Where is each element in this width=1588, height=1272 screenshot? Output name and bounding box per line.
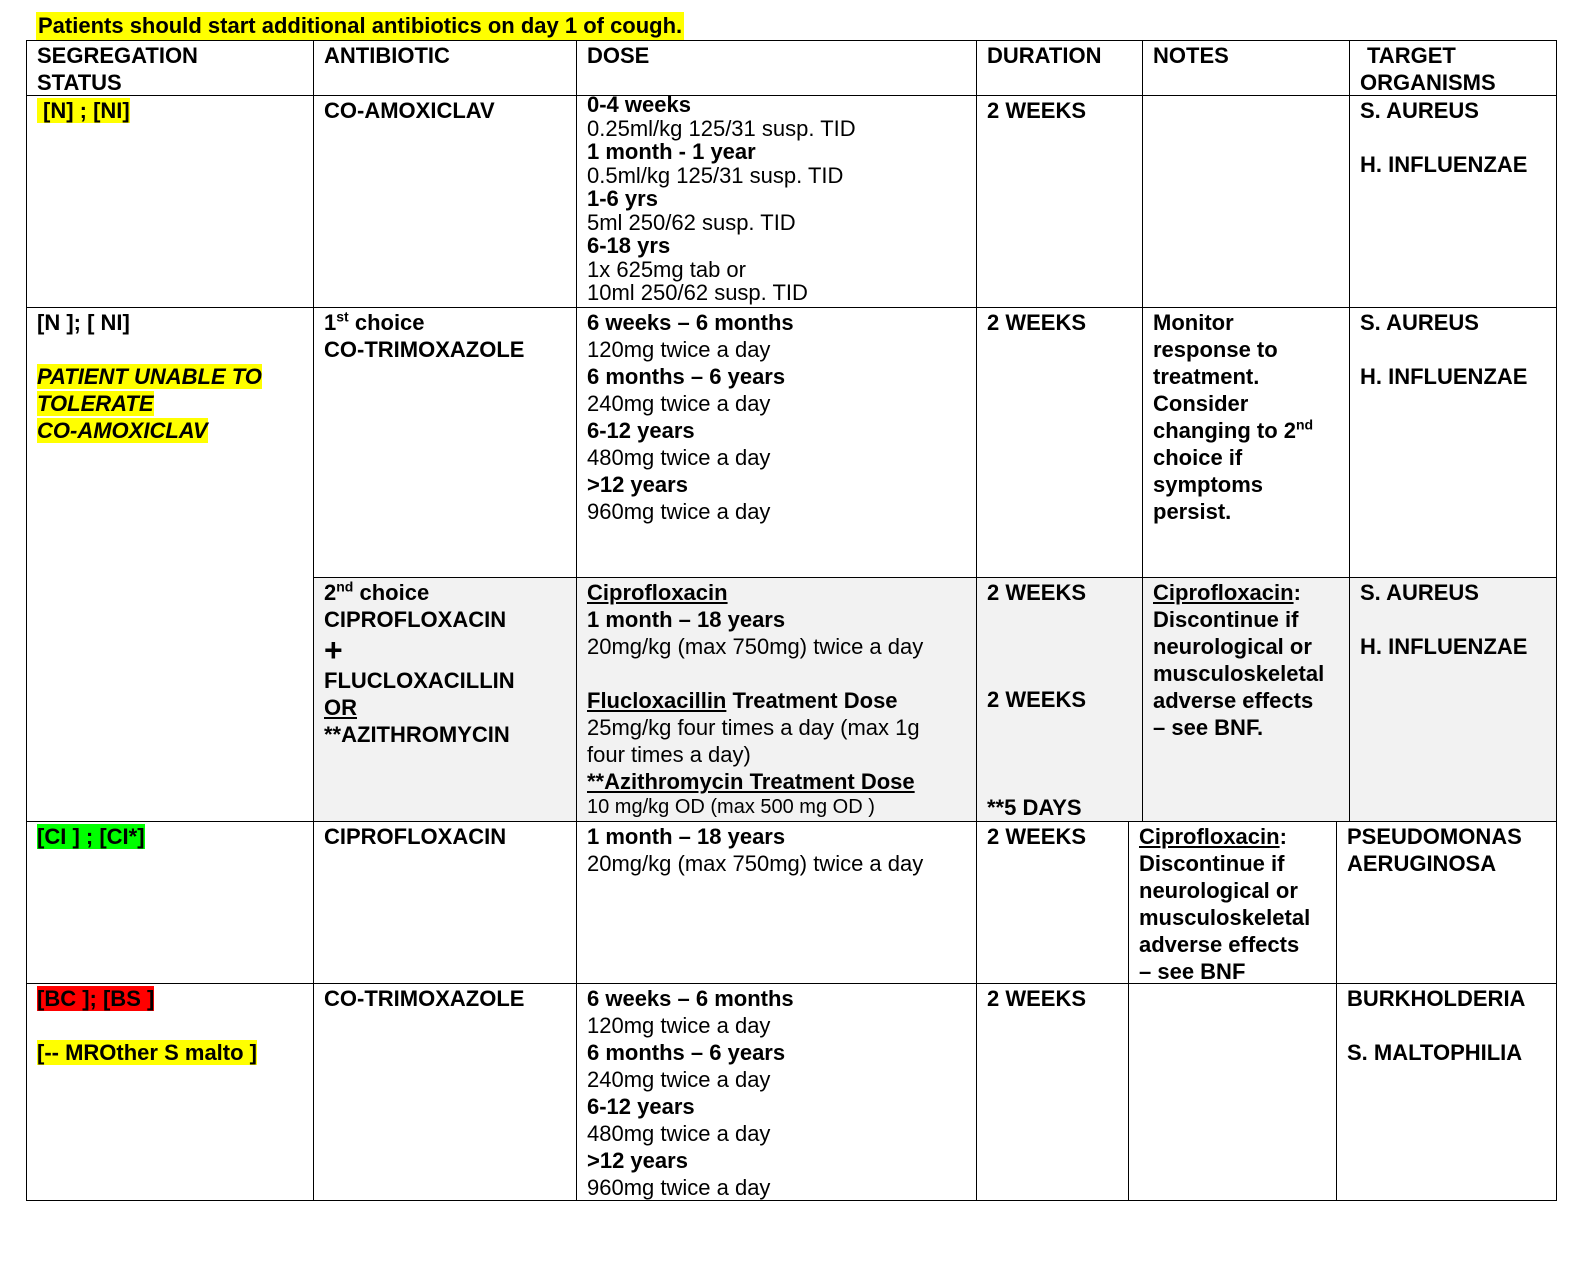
row3-duration: 2 WEEKS [987, 824, 1087, 849]
row2-first-choice-notes: Monitor response to treatment. Consider changing to 2nd choice if symptoms persist. [1153, 310, 1314, 524]
row2-divider [26, 821, 1557, 822]
row3-antibiotic: CIPROFLOXACIN [324, 824, 507, 849]
header-duration: DURATION [987, 43, 1102, 68]
table-border-left [26, 40, 27, 1201]
col-divider-2 [576, 40, 577, 1201]
row2-first-choice-targets: S. AUREUS H. INFLUENZAE [1360, 310, 1528, 389]
row2-first-choice-antibiotic: 1st choice CO-TRIMOXAZOLE [324, 308, 525, 362]
row1-status: [N] ; [NI] [37, 97, 130, 124]
row2-second-choice-dose: Ciprofloxacin 1 month – 18 years 20mg/kg (max 750mg) twice a day Flucloxacillin Treatment Dose 25mg/kg four times a day (max 1g four times a day) **Azithromycin Treatment Dose 10 mg/kg OD (max 500 mg OD ) [587, 580, 924, 818]
row2a-divider [313, 577, 1557, 578]
row2-second-choice-antibiotic: 2nd choice CIPROFLOXACIN + FLUCLOXACILLIN OR **AZITHROMYCIN [324, 578, 515, 747]
row2-status: [N ]; [ NI] PATIENT UNABLE TO TOLERATE CO-AMOXICLAV [37, 310, 262, 443]
row4-dose: 6 weeks – 6 months 120mg twice a day 6 months – 6 years 240mg twice a day 6-12 years 480mg twice a day >12 years 960mg twice a day [587, 986, 794, 1200]
col-divider-4b [1128, 821, 1129, 1201]
col-divider-5b [1336, 821, 1337, 1201]
row1-antibiotic: CO-AMOXICLAV [324, 98, 495, 123]
row3-targets: PSEUDOMONAS AERUGINOSA [1347, 824, 1522, 876]
row2-second-choice-targets: S. AUREUS H. INFLUENZAE [1360, 580, 1528, 659]
header-target-organisms: TARGET ORGANISMS [1360, 43, 1496, 95]
row3-divider [26, 983, 1557, 984]
row3-dose: 1 month – 18 years 20mg/kg (max 750mg) twice a day [587, 824, 924, 876]
header-segregation-status: SEGREGATION STATUS [37, 43, 198, 95]
row3-notes: Ciprofloxacin: Discontinue if neurological or musculoskeletal adverse effects – see BNF [1139, 824, 1311, 984]
row4-targets: BURKHOLDERIA S. MALTOPHILIA [1347, 986, 1526, 1065]
col-divider-5a [1349, 40, 1350, 821]
row2-first-choice-dose: 6 weeks – 6 months 120mg twice a day 6 months – 6 years 240mg twice a day 6-12 years 480mg twice a day >12 years 960mg twice a day [587, 310, 794, 524]
row1-dose: 0-4 weeks 0.25ml/kg 125/31 susp. TID 1 month - 1 year 0.5ml/kg 125/31 susp. TID 1-6 yrs 5ml 250/62 susp. TID 6-18 yrs 1x 625mg tab or 10ml 250/62 susp. TID [587, 92, 856, 305]
table-border-right [1556, 40, 1557, 1201]
row2-second-choice-notes: Ciprofloxacin: Discontinue if neurological or musculoskeletal adverse effects – see BNF. [1153, 580, 1325, 740]
row2-second-choice-duration-3: **5 DAYS [987, 795, 1082, 820]
col-divider-1 [313, 40, 314, 1201]
banner-note: Patients should start additional antibiotics on day 1 of cough. [38, 13, 683, 38]
header-notes: NOTES [1153, 43, 1229, 68]
plus-sign: + [324, 632, 343, 668]
row1-targets: S. AUREUS H. INFLUENZAE [1360, 98, 1528, 177]
row4-duration: 2 WEEKS [987, 986, 1087, 1011]
col-divider-3 [976, 40, 977, 1201]
row4-status: [BC ]; [BS ] [-- MROther S malto ] [37, 986, 257, 1065]
row2-first-choice-duration: 2 WEEKS [987, 310, 1087, 335]
row3-status: [CI ] ; [CI*] [37, 824, 145, 849]
row2-second-choice-duration-1: 2 WEEKS [987, 580, 1087, 605]
table-border-top [26, 40, 1557, 41]
header-dose: DOSE [587, 43, 650, 68]
row1-duration: 2 WEEKS [987, 98, 1087, 123]
row2-second-choice-duration-2: 2 WEEKS [987, 687, 1087, 712]
row1-divider [26, 307, 1557, 308]
row4-antibiotic: CO-TRIMOXAZOLE [324, 986, 525, 1011]
header-antibiotic: ANTIBIOTIC [324, 43, 450, 68]
col-divider-4a [1142, 40, 1143, 821]
